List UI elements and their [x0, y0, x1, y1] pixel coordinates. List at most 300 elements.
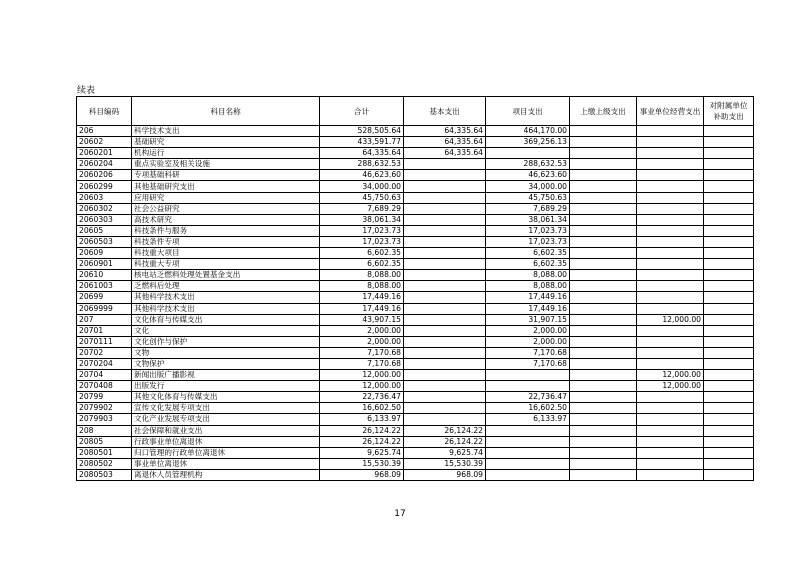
cell-subsidy — [704, 137, 754, 148]
cell-basic — [404, 403, 486, 414]
cell-code: 2079902 — [77, 403, 132, 414]
cell-total: 26,124.22 — [320, 436, 404, 447]
cell-name: 文化产业发展专项支出 — [132, 414, 320, 425]
cell-subsidy — [704, 214, 754, 225]
cell-project: 46,623.60 — [486, 170, 570, 181]
cell-business — [637, 358, 704, 369]
cell-code: 207 — [77, 314, 132, 325]
cell-basic: 26,124.22 — [404, 425, 486, 436]
header-project: 项目支出 — [486, 97, 570, 126]
cell-name: 出版发行 — [132, 381, 320, 392]
cell-upper — [570, 192, 637, 203]
cell-business — [637, 469, 704, 480]
table-row — [77, 281, 754, 292]
cell-name: 机构运行 — [132, 148, 320, 159]
cell-total: 6,602.35 — [320, 259, 404, 270]
table-row — [77, 403, 754, 414]
cell-name: 其他文化体育与传媒支出 — [132, 392, 320, 403]
cell-code: 2080503 — [77, 469, 132, 480]
table-row — [77, 225, 754, 236]
cell-name: 其他科学技术支出 — [132, 303, 320, 314]
cell-name: 科技重大专项 — [132, 259, 320, 270]
cell-code: 2079903 — [77, 414, 132, 425]
cell-business — [637, 403, 704, 414]
table-row — [77, 137, 754, 148]
cell-code: 2060206 — [77, 170, 132, 181]
cell-name: 乏燃料后处理 — [132, 281, 320, 292]
cell-name: 核电站乏燃料处理处置基金支出 — [132, 270, 320, 281]
cell-code: 2061003 — [77, 281, 132, 292]
cell-project: 7,689.29 — [486, 203, 570, 214]
cell-subsidy — [704, 259, 754, 270]
cell-project: 7,170.68 — [486, 347, 570, 358]
cell-business — [637, 248, 704, 259]
cell-name: 科技条件与服务 — [132, 225, 320, 236]
cell-total: 34,000.00 — [320, 181, 404, 192]
cell-upper — [570, 336, 637, 347]
cell-business — [637, 347, 704, 358]
cell-project: 16,602.50 — [486, 403, 570, 414]
cell-subsidy — [704, 469, 754, 480]
cell-upper — [570, 370, 637, 381]
cell-subsidy — [704, 414, 754, 425]
cell-business — [637, 447, 704, 458]
cell-business — [637, 192, 704, 203]
cell-upper — [570, 214, 637, 225]
cell-upper — [570, 170, 637, 181]
cell-project: 7,170.68 — [486, 358, 570, 369]
cell-project: 6,133.97 — [486, 414, 570, 425]
cell-project: 6,602.35 — [486, 259, 570, 270]
cell-subsidy — [704, 336, 754, 347]
cell-subsidy — [704, 270, 754, 281]
cell-total: 968.09 — [320, 469, 404, 480]
cell-upper — [570, 403, 637, 414]
cell-business — [637, 392, 704, 403]
cell-business — [637, 159, 704, 170]
cell-subsidy — [704, 325, 754, 336]
cell-code: 2070111 — [77, 336, 132, 347]
cell-basic: 64,335.64 — [404, 126, 486, 137]
cell-upper — [570, 259, 637, 270]
cell-code: 20610 — [77, 270, 132, 281]
cell-code: 20701 — [77, 325, 132, 336]
cell-basic — [404, 270, 486, 281]
cell-upper — [570, 159, 637, 170]
table-row — [77, 259, 754, 270]
header-subsidy: 对附属单位补助支出 — [704, 97, 754, 126]
cell-business — [637, 281, 704, 292]
table-row — [77, 126, 754, 137]
cell-subsidy — [704, 458, 754, 469]
cell-total: 45,750.63 — [320, 192, 404, 203]
cell-basic — [404, 370, 486, 381]
cell-project: 8,088.00 — [486, 281, 570, 292]
cell-upper — [570, 126, 637, 137]
cell-subsidy — [704, 403, 754, 414]
cell-upper — [570, 447, 637, 458]
cell-total: 2,000.00 — [320, 336, 404, 347]
cell-business — [637, 259, 704, 270]
cell-business — [637, 148, 704, 159]
cell-total: 288,632.53 — [320, 159, 404, 170]
cell-name: 文化 — [132, 325, 320, 336]
cell-name: 科技条件专项 — [132, 236, 320, 247]
cell-project — [486, 436, 570, 447]
cell-basic — [404, 181, 486, 192]
cell-business — [637, 414, 704, 425]
cell-basic: 968.09 — [404, 469, 486, 480]
cell-name: 应用研究 — [132, 192, 320, 203]
table-row — [77, 148, 754, 159]
cell-subsidy — [704, 303, 754, 314]
cell-basic — [404, 259, 486, 270]
table-row — [77, 414, 754, 425]
cell-business — [637, 325, 704, 336]
cell-project: 2,000.00 — [486, 325, 570, 336]
table-row — [77, 214, 754, 225]
cell-project — [486, 381, 570, 392]
cell-total: 6,602.35 — [320, 248, 404, 259]
cell-upper — [570, 203, 637, 214]
cell-basic — [404, 392, 486, 403]
table-row — [77, 358, 754, 369]
cell-code: 2080501 — [77, 447, 132, 458]
cell-total: 17,449.16 — [320, 303, 404, 314]
cell-basic: 64,335.64 — [404, 137, 486, 148]
table-body — [77, 126, 754, 481]
cell-name: 文化创作与保护 — [132, 336, 320, 347]
cell-code: 2060299 — [77, 181, 132, 192]
cell-name: 社会保障和就业支出 — [132, 425, 320, 436]
cell-business — [637, 303, 704, 314]
table-row — [77, 425, 754, 436]
cell-subsidy — [704, 181, 754, 192]
cell-project: 369,256.13 — [486, 137, 570, 148]
cell-subsidy — [704, 170, 754, 181]
cell-total: 38,061.34 — [320, 214, 404, 225]
cell-code: 2060901 — [77, 259, 132, 270]
cell-subsidy — [704, 436, 754, 447]
cell-project: 22,736.47 — [486, 392, 570, 403]
cell-project — [486, 425, 570, 436]
cell-name: 科学技术支出 — [132, 126, 320, 137]
table-row — [77, 181, 754, 192]
cell-upper — [570, 381, 637, 392]
cell-project — [486, 370, 570, 381]
cell-project: 8,088.00 — [486, 270, 570, 281]
cell-project: 464,170.00 — [486, 126, 570, 137]
cell-name: 社会公益研究 — [132, 203, 320, 214]
table-row — [77, 458, 754, 469]
cell-project: 288,632.53 — [486, 159, 570, 170]
table-row — [77, 159, 754, 170]
cell-project: 2,000.00 — [486, 336, 570, 347]
table-caption: 续表 — [77, 86, 96, 96]
cell-upper — [570, 236, 637, 247]
cell-total: 16,602.50 — [320, 403, 404, 414]
cell-basic — [404, 336, 486, 347]
cell-upper — [570, 303, 637, 314]
table-row — [77, 325, 754, 336]
cell-name: 专项基础科研 — [132, 170, 320, 181]
cell-name: 高技术研究 — [132, 214, 320, 225]
cell-code: 2060302 — [77, 203, 132, 214]
cell-project: 17,449.16 — [486, 303, 570, 314]
cell-business — [637, 170, 704, 181]
cell-code: 20799 — [77, 392, 132, 403]
cell-subsidy — [704, 347, 754, 358]
cell-basic — [404, 314, 486, 325]
cell-project: 17,023.73 — [486, 236, 570, 247]
cell-total: 17,023.73 — [320, 236, 404, 247]
cell-basic — [404, 214, 486, 225]
cell-project: 17,449.16 — [486, 292, 570, 303]
cell-basic — [404, 248, 486, 259]
table-row — [77, 248, 754, 259]
cell-business — [637, 336, 704, 347]
cell-name: 事业单位离退休 — [132, 458, 320, 469]
header-business: 事业单位经营支出 — [637, 97, 704, 126]
cell-subsidy — [704, 148, 754, 159]
cell-name: 其他科学技术支出 — [132, 292, 320, 303]
header-total: 合计 — [320, 97, 404, 126]
cell-basic: 64,335.64 — [404, 148, 486, 159]
cell-total: 528,505.64 — [320, 126, 404, 137]
header-code: 科目编码 — [77, 97, 132, 126]
cell-subsidy — [704, 447, 754, 458]
cell-total: 7,689.29 — [320, 203, 404, 214]
cell-subsidy — [704, 358, 754, 369]
cell-upper — [570, 325, 637, 336]
cell-code: 20805 — [77, 436, 132, 447]
cell-code: 2069999 — [77, 303, 132, 314]
cell-project: 31,907.15 — [486, 314, 570, 325]
cell-business — [637, 126, 704, 137]
cell-total: 22,736.47 — [320, 392, 404, 403]
cell-upper — [570, 392, 637, 403]
cell-total: 9,625.74 — [320, 447, 404, 458]
cell-subsidy — [704, 236, 754, 247]
cell-name: 宣传文化发展专项支出 — [132, 403, 320, 414]
cell-business — [637, 214, 704, 225]
header-basic: 基本支出 — [404, 97, 486, 126]
cell-upper — [570, 314, 637, 325]
table-row — [77, 270, 754, 281]
cell-code: 2060303 — [77, 214, 132, 225]
cell-code: 2070204 — [77, 358, 132, 369]
cell-name: 文物保护 — [132, 358, 320, 369]
table-row — [77, 314, 754, 325]
cell-basic — [404, 236, 486, 247]
cell-subsidy — [704, 292, 754, 303]
cell-subsidy — [704, 314, 754, 325]
cell-upper — [570, 248, 637, 259]
cell-business — [637, 236, 704, 247]
cell-project: 17,023.73 — [486, 225, 570, 236]
cell-upper — [570, 347, 637, 358]
cell-subsidy — [704, 281, 754, 292]
cell-business: 12,000.00 — [637, 381, 704, 392]
cell-upper — [570, 292, 637, 303]
cell-project — [486, 447, 570, 458]
table-row — [77, 436, 754, 447]
cell-basic — [404, 381, 486, 392]
cell-name: 新闻出版广播影视 — [132, 370, 320, 381]
table-row — [77, 347, 754, 358]
cell-total: 8,088.00 — [320, 270, 404, 281]
budget-table — [76, 96, 754, 481]
cell-business — [637, 458, 704, 469]
cell-code: 2060201 — [77, 148, 132, 159]
header-upper: 上缴上级支出 — [570, 97, 637, 126]
cell-upper — [570, 181, 637, 192]
cell-basic: 26,124.22 — [404, 436, 486, 447]
cell-project: 45,750.63 — [486, 192, 570, 203]
cell-name: 其他基础研究支出 — [132, 181, 320, 192]
cell-subsidy — [704, 225, 754, 236]
cell-code: 2070408 — [77, 381, 132, 392]
cell-upper — [570, 270, 637, 281]
cell-basic — [404, 192, 486, 203]
cell-business — [637, 292, 704, 303]
table-row — [77, 203, 754, 214]
cell-subsidy — [704, 248, 754, 259]
cell-basic — [404, 292, 486, 303]
cell-basic — [404, 203, 486, 214]
cell-business — [637, 270, 704, 281]
cell-upper — [570, 458, 637, 469]
cell-name: 文物 — [132, 347, 320, 358]
cell-business: 12,000.00 — [637, 314, 704, 325]
cell-basic — [404, 325, 486, 336]
table-row — [77, 447, 754, 458]
cell-total: 17,449.16 — [320, 292, 404, 303]
table-row — [77, 381, 754, 392]
cell-total: 7,170.68 — [320, 347, 404, 358]
cell-total: 26,124.22 — [320, 425, 404, 436]
cell-project — [486, 469, 570, 480]
cell-basic: 9,625.74 — [404, 447, 486, 458]
table-row — [77, 236, 754, 247]
cell-subsidy — [704, 203, 754, 214]
cell-name: 基础研究 — [132, 137, 320, 148]
cell-business — [637, 181, 704, 192]
cell-upper — [570, 469, 637, 480]
cell-upper — [570, 414, 637, 425]
cell-basic — [404, 414, 486, 425]
cell-total: 46,623.60 — [320, 170, 404, 181]
cell-code: 2060503 — [77, 236, 132, 247]
cell-project: 34,000.00 — [486, 181, 570, 192]
header-name: 科目名称 — [132, 97, 320, 126]
cell-code: 20603 — [77, 192, 132, 203]
page-number: 17 — [394, 509, 406, 519]
cell-subsidy — [704, 159, 754, 170]
cell-upper — [570, 281, 637, 292]
cell-project: 6,602.35 — [486, 248, 570, 259]
cell-code: 206 — [77, 126, 132, 137]
cell-name: 文化体育与传媒支出 — [132, 314, 320, 325]
table-header-row — [77, 97, 754, 126]
cell-name: 归口管理的行政单位离退休 — [132, 447, 320, 458]
cell-code: 20702 — [77, 347, 132, 358]
cell-total: 15,530.39 — [320, 458, 404, 469]
cell-project — [486, 458, 570, 469]
cell-code: 2080502 — [77, 458, 132, 469]
cell-business — [637, 225, 704, 236]
cell-code: 20605 — [77, 225, 132, 236]
cell-subsidy — [704, 425, 754, 436]
cell-total: 12,000.00 — [320, 381, 404, 392]
cell-business: 12,000.00 — [637, 370, 704, 381]
cell-upper — [570, 148, 637, 159]
cell-basic — [404, 358, 486, 369]
cell-upper — [570, 358, 637, 369]
cell-basic — [404, 170, 486, 181]
cell-code: 20609 — [77, 248, 132, 259]
cell-total: 8,088.00 — [320, 281, 404, 292]
cell-upper — [570, 225, 637, 236]
cell-code: 20704 — [77, 370, 132, 381]
cell-business — [637, 436, 704, 447]
cell-code: 20602 — [77, 137, 132, 148]
cell-basic — [404, 281, 486, 292]
cell-basic — [404, 347, 486, 358]
cell-business — [637, 137, 704, 148]
cell-name: 离退休人员管理机构 — [132, 469, 320, 480]
cell-basic — [404, 159, 486, 170]
cell-upper — [570, 436, 637, 447]
cell-name: 科技重大项目 — [132, 248, 320, 259]
cell-code: 20699 — [77, 292, 132, 303]
cell-business — [637, 203, 704, 214]
cell-total: 7,170.68 — [320, 358, 404, 369]
cell-total: 17,023.73 — [320, 225, 404, 236]
cell-subsidy — [704, 392, 754, 403]
cell-total: 2,000.00 — [320, 325, 404, 336]
cell-code: 2060204 — [77, 159, 132, 170]
cell-basic — [404, 303, 486, 314]
table-row — [77, 192, 754, 203]
cell-subsidy — [704, 381, 754, 392]
cell-code: 208 — [77, 425, 132, 436]
cell-total: 433,591.77 — [320, 137, 404, 148]
cell-subsidy — [704, 370, 754, 381]
cell-basic — [404, 225, 486, 236]
table-row — [77, 170, 754, 181]
cell-basic: 15,530.39 — [404, 458, 486, 469]
cell-total: 6,133.97 — [320, 414, 404, 425]
table-row — [77, 469, 754, 480]
cell-name: 重点实验室及相关设施 — [132, 159, 320, 170]
cell-project: 38,061.34 — [486, 214, 570, 225]
cell-name: 行政事业单位离退休 — [132, 436, 320, 447]
cell-subsidy — [704, 192, 754, 203]
table-row — [77, 336, 754, 347]
cell-subsidy — [704, 126, 754, 137]
cell-total: 12,000.00 — [320, 370, 404, 381]
cell-total: 64,335.64 — [320, 148, 404, 159]
cell-total: 43,907.15 — [320, 314, 404, 325]
cell-upper — [570, 137, 637, 148]
table-row — [77, 392, 754, 403]
cell-business — [637, 425, 704, 436]
table-row — [77, 370, 754, 381]
cell-upper — [570, 425, 637, 436]
table-row — [77, 303, 754, 314]
cell-project — [486, 148, 570, 159]
